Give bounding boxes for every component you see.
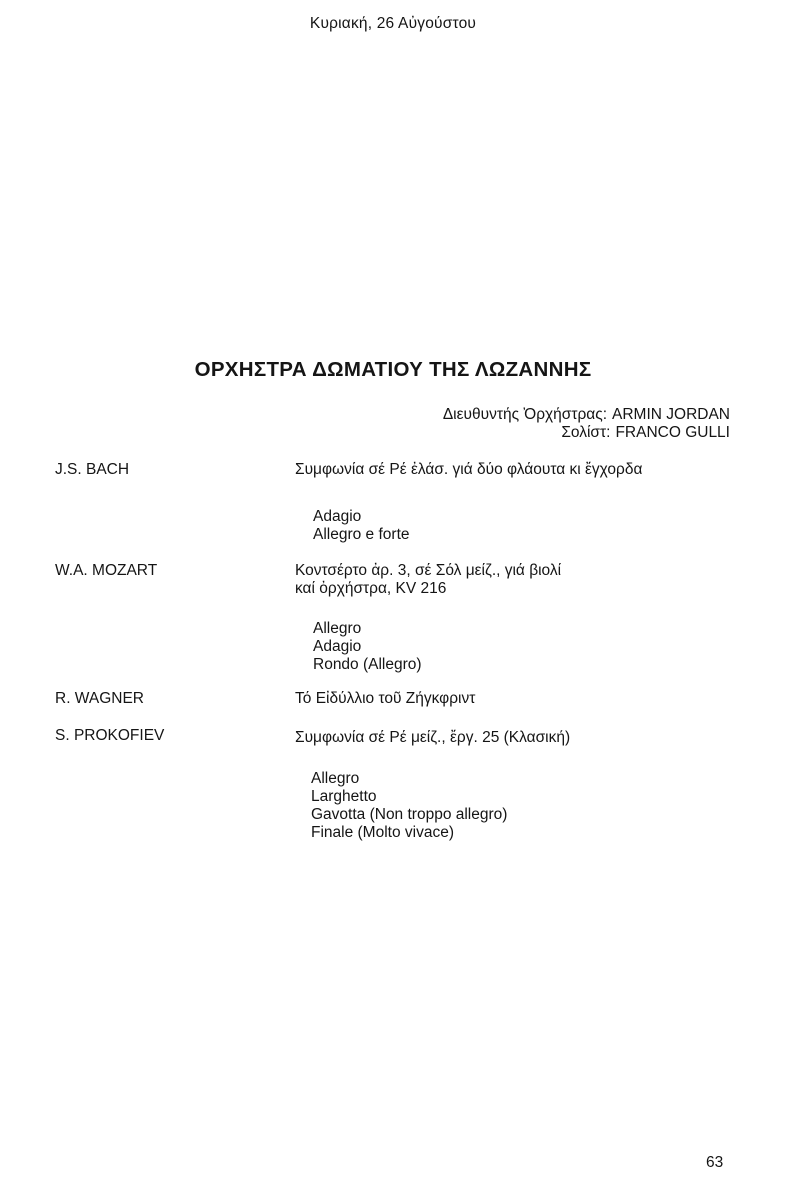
work-wagner: [295, 690, 475, 708]
work-line: Συμφωνία σέ Ρέ μείζ., ἔργ. 25 (Κλασική): [295, 729, 571, 746]
movement: Larghetto: [311, 788, 377, 805]
movement: Allegro: [313, 620, 362, 637]
soloist-label: Σολίστ:: [561, 424, 611, 441]
movement: Rondo (Allegro): [313, 656, 422, 673]
conductor-line: [443, 406, 730, 424]
work-line: Συμφωνία σέ Ρέ ἐλάσ. γιά δύο φλάουτα κι ἔγχορδα: [295, 461, 643, 478]
work-prokofiev: [295, 729, 570, 747]
movements-prokofiev: [311, 770, 507, 842]
composer-bach: J.S. BACH: [55, 461, 130, 478]
movement: Adagio: [313, 638, 362, 655]
movement: Adagio: [313, 508, 362, 525]
movement: Gavotta (Non troppo allegro): [311, 806, 508, 823]
credits: [443, 406, 730, 442]
work-bach: [295, 461, 642, 479]
work-line: καί ὀρχήστρα, KV 216: [295, 580, 447, 597]
conductor-name: ARMIN JORDAN: [612, 406, 730, 423]
movement: Allegro: [311, 770, 360, 787]
movements-bach: [313, 508, 410, 544]
work-mozart: [295, 562, 561, 598]
soloist-line: [443, 424, 730, 442]
work-line: Κοντσέρτο ἀρ. 3, σέ Σόλ μείζ., γιά βιολί: [295, 562, 562, 579]
page-date: Κυριακή, 26 Αὐγούστου: [309, 15, 477, 32]
conductor-label: Διευθυντής Ὀρχήστρας:: [442, 406, 608, 423]
movements-mozart: [313, 620, 422, 674]
soloist-name: FRANCO GULLI: [615, 424, 730, 441]
page-number: 63: [706, 1154, 724, 1171]
concert-title: ΟΡΧΗΣΤΡΑ ΔΩΜΑΤΙΟΥ ΤΗΣ ΛΩΖΑΝΝΗΣ: [194, 358, 592, 381]
composer-prokofiev: S. PROKOFIEV: [55, 727, 165, 744]
movement: Allegro e forte: [313, 526, 410, 543]
composer-wagner: R. WAGNER: [55, 690, 144, 707]
composer-mozart: W.A. MOZART: [55, 562, 158, 579]
work-line: Τό Εἰδύλλιο τοῦ Ζήγκφριντ: [295, 690, 476, 707]
movement: Finale (Molto vivace): [311, 824, 454, 841]
